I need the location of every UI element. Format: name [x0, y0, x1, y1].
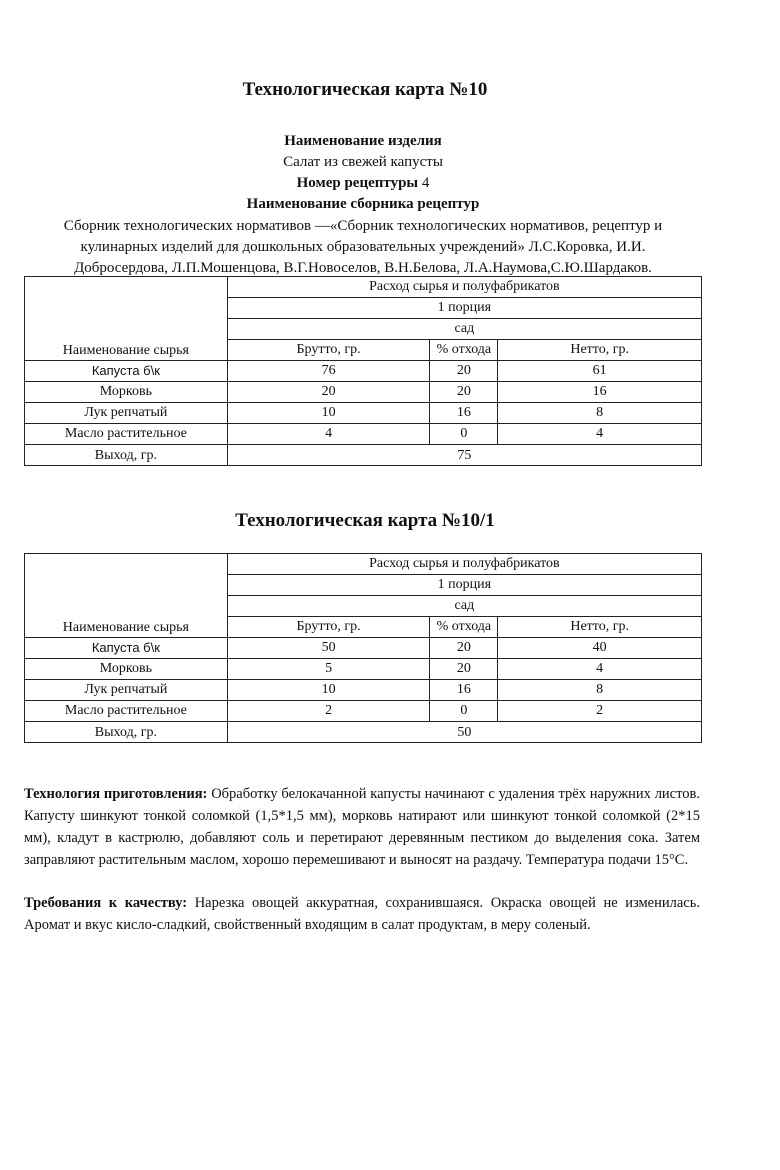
recipe-number-line	[0, 175, 726, 192]
consumption-header: Расход сырья и полуфабрикатов	[227, 277, 701, 298]
collection-label: Наименование сборника рецептур	[246, 196, 480, 212]
brutto-cell: 10	[227, 680, 430, 701]
ingredient-name: Капуста б\к	[25, 638, 228, 659]
table-row	[25, 403, 702, 424]
col-name-header: Наименование сырья	[25, 277, 228, 361]
technology-text: Обработку белокачанной капусты начинают с удаления трёх наружних листов. Капусту шинкуют тонкой соломкой (1,5*1,5 мм), морковь натирают или шинкуют тонкой соломкой (2*15 мм), кладут в кастрюлю, добавляют соль и перетирают деревянным пестиком до выделения сока. Затем заправляют растительным маслом, хорошо перемешивают и выносят на раздачу. Температура подачи 15°С.	[24, 786, 700, 868]
waste-cell: 16	[430, 403, 498, 424]
netto-cell: 2	[498, 701, 702, 722]
quality-label: Требования к качеству:	[24, 895, 188, 911]
consumption-header: Расход сырья и полуфабрикатов	[227, 554, 701, 575]
card-2-title: Технологическая карта №10/1	[235, 510, 495, 531]
waste-cell: 20	[430, 382, 498, 403]
col-name-header: Наименование сырья	[25, 554, 228, 638]
table-row	[25, 361, 702, 382]
portion-header: 1 порция	[227, 298, 701, 319]
table-row	[25, 701, 702, 722]
waste-cell: 0	[430, 424, 498, 445]
brutto-cell: 76	[227, 361, 430, 382]
group-header: сад	[227, 319, 701, 340]
yield-value: 50	[227, 722, 701, 743]
netto-cell: 4	[498, 424, 702, 445]
col-brutto-header: Брутто, гр.	[227, 617, 430, 638]
table-row	[25, 659, 702, 680]
ingredient-name: Масло растительное	[25, 424, 228, 445]
ingredient-name: Масло растительное	[25, 701, 228, 722]
waste-cell: 16	[430, 680, 498, 701]
ingredient-name: Лук репчатый	[25, 680, 228, 701]
table-row	[25, 382, 702, 403]
netto-cell: 8	[498, 403, 702, 424]
yield-label: Выход, гр.	[25, 445, 228, 466]
quality-text: Нарезка овощей аккуратная, сохранившаяся. Окраска овощей не изменилась. Аромат и вкус кисло-сладкий, свойственный входящим в салат продуктам, в меру соленый.	[24, 895, 700, 933]
col-netto-header: Нетто, гр.	[498, 340, 702, 361]
ingredient-name: Лук репчатый	[25, 403, 228, 424]
technology-label: Технология приготовления:	[24, 786, 208, 802]
table-row	[25, 680, 702, 701]
netto-cell: 4	[498, 659, 702, 680]
netto-cell: 16	[498, 382, 702, 403]
col-waste-header: % отхода	[430, 340, 498, 361]
ingredients-table-2	[24, 553, 702, 743]
yield-label: Выход, гр.	[25, 722, 228, 743]
brutto-cell: 5	[227, 659, 430, 680]
ingredient-name: Морковь	[25, 659, 228, 680]
table-row	[25, 424, 702, 445]
table-row	[25, 638, 702, 659]
waste-cell: 20	[430, 638, 498, 659]
netto-cell: 8	[498, 680, 702, 701]
collection-text: Сборник технологических нормативов —«Сборник технологических нормативов, рецептур и кулинарных изделий для дошкольных образовательных учреждений» Л.С.Коровка, И.И. Добросердова, Л.П.Мошенцова, В.Г.Новоселов, В.Н.Белова, Л.А.Наумова,С.Ю.Шардаков.	[63, 218, 663, 276]
technology-paragraph	[24, 783, 700, 871]
product-name-value: Салат из свежей капусты	[283, 154, 443, 170]
ingredient-name: Морковь	[25, 382, 228, 403]
ingredients-table-1	[24, 276, 702, 466]
portion-header: 1 порция	[227, 575, 701, 596]
waste-cell: 0	[430, 701, 498, 722]
quality-paragraph	[24, 892, 700, 936]
col-brutto-header: Брутто, гр.	[227, 340, 430, 361]
yield-row	[25, 445, 702, 466]
product-name-label: Наименование изделия	[284, 133, 442, 149]
col-netto-header: Нетто, гр.	[498, 617, 702, 638]
group-header: сад	[227, 596, 701, 617]
card-1-title: Технологическая карта №10	[242, 79, 488, 100]
brutto-cell: 4	[227, 424, 430, 445]
waste-cell: 20	[430, 361, 498, 382]
col-waste-header: % отхода	[430, 617, 498, 638]
waste-cell: 20	[430, 659, 498, 680]
yield-value: 75	[227, 445, 701, 466]
ingredient-name: Капуста б\к	[25, 361, 228, 382]
brutto-cell: 20	[227, 382, 430, 403]
netto-cell: 61	[498, 361, 702, 382]
brutto-cell: 50	[227, 638, 430, 659]
recipe-number-value: 4	[421, 175, 430, 191]
brutto-cell: 2	[227, 701, 430, 722]
netto-cell: 40	[498, 638, 702, 659]
recipe-number-label: Номер рецептуры	[296, 175, 419, 191]
yield-row	[25, 722, 702, 743]
brutto-cell: 10	[227, 403, 430, 424]
